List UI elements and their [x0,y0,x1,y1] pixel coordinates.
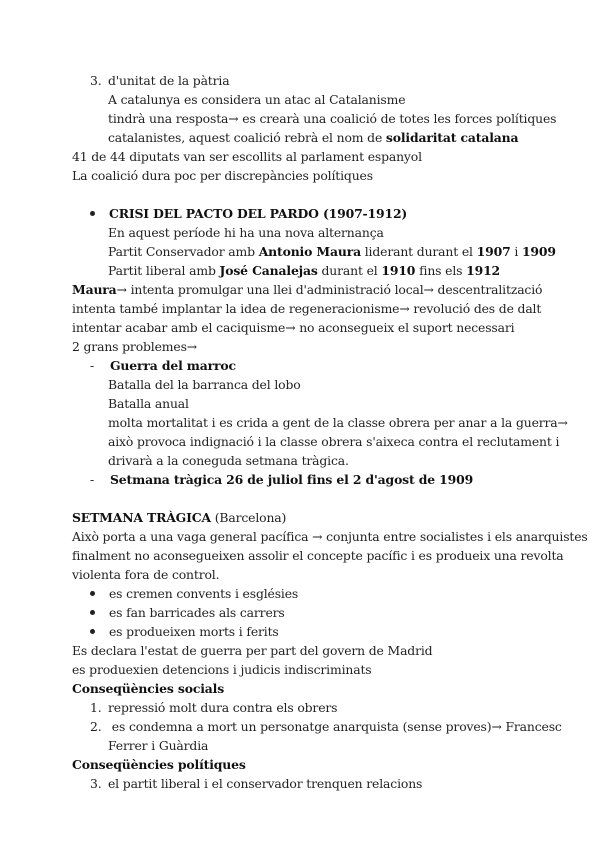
text-line [108,129,518,147]
text-span: i [510,244,522,259]
bold-term: Maura [72,282,117,297]
bullet-icon [90,591,95,596]
text-line: intentar acabar amb el caciquisme→ no aconsegueix el suport necessari [72,320,515,335]
text-line: En aquest període hi ha una nova alternança [108,225,384,240]
text-line: violenta fora de control. [72,567,220,582]
heading-text: Conseqüències socials [72,681,225,696]
bold-term: 1910 [381,263,416,278]
list-text: es cremen convents i esglésies [109,586,299,601]
list-item-3 [90,72,229,90]
text-line [108,262,500,280]
heading-text: CRISI DEL PACTO DEL PARDO (1907-1912) [109,206,408,221]
subheading-socials [72,680,224,698]
text-span: Partit liberal amb [108,263,220,278]
text-line [72,281,542,299]
list-item-1 [90,699,337,717]
list-text: es produeixen morts i ferits [109,624,279,639]
text-span: fins els [415,263,467,278]
text-line: drivarà a la coneguda setmana tràgica. [108,453,349,468]
list-number: 3. [90,73,102,88]
dash-marker: - [90,472,95,487]
list-number: 3. [90,776,102,791]
text-span: (Barcelona) [210,510,287,525]
heading-text: Setmana tràgica 26 de juliol fins el 2 d'agost de 1909 [110,472,474,487]
text-line: es produexien detencions i judicis indiscriminats [72,662,372,677]
list-text: es fan barricades als carrers [109,605,285,620]
bold-term: 1909 [521,244,556,259]
bullet-icon [90,211,95,216]
text-span: Partit Conservador amb [108,244,259,259]
text-line [108,243,556,261]
bullet-icon [90,610,95,615]
section-heading-setmana [72,509,286,527]
text-line: Batalla anual [108,396,189,411]
list-number: 1. [90,700,102,715]
text-line: finalment no aconsegueixen assolir el concepte pacífic i es produeix una revolta [72,548,564,563]
text-line: Es declara l'estat de guerra per part del govern de Madrid [72,643,433,658]
section-heading-crisi [90,205,407,223]
list-item [90,585,298,603]
text-line: això provoca indignació i la classe obrera s'aixeca contra el reclutament i [108,434,560,449]
text-span: durant el [317,263,382,278]
list-text: es condemna a mort un personatge anarquista (sense proves)→ Francesc [108,719,562,734]
heading-text: SETMANA TRÀGICA [72,510,211,525]
text-line: intenta també implantar la idea de regeneracionisme→ revolució des de dalt [72,301,542,316]
list-text: el partit liberal i el conservador trenquen relacions [108,776,423,791]
text-line: 41 de 44 diputats van ser escollits al parlament espanyol [72,149,422,164]
text-span: → intenta promulgar una llei d'administració local→ descentralització [116,282,543,297]
bold-term: 1912 [466,263,501,278]
heading-text: Guerra del marroc [110,358,236,373]
list-item-3 [90,775,422,793]
heading-text: Conseqüències polítiques [72,757,246,772]
section-heading-guerra [90,357,236,375]
bold-term: solidaritat catalana [385,130,519,145]
text-line: A catalunya es considera un atac al Catalanisme [108,92,406,107]
list-item-2 [90,718,562,736]
text-line: Batalla del la barranca del lobo [108,377,301,392]
list-item [90,604,285,622]
bold-term: 1907 [476,244,511,259]
text-line: molta mortalitat i es crida a gent de la classe obrera per anar a la guerra→ [108,415,568,430]
text-span: liderant durant el [360,244,477,259]
bullet-icon [90,629,95,634]
subheading-politiques [72,756,246,774]
text-line: 2 grans problemes→ [72,339,198,354]
text-line: tindrà una resposta→ es crearà una coalició de totes les forces polítiques [108,111,557,126]
list-item [90,623,279,641]
section-heading-setmana-dash [90,471,473,489]
list-number: 2. [90,719,102,734]
dash-marker: - [90,358,95,373]
text-line: Ferrer i Guàrdia [108,738,209,753]
list-text: d'unitat de la pàtria [108,73,230,88]
bold-term: José Canalejas [219,263,318,278]
list-text: repressió molt dura contra els obrers [108,700,338,715]
text-line: La coalició dura poc per discrepàncies polítiques [72,168,373,183]
text-span: catalanistes, aquest coalició rebrà el nom de [108,130,386,145]
bold-term: Antonio Maura [258,244,361,259]
text-line: Això porta a una vaga general pacífica → conjunta entre socialistes i els anarquistes [72,529,588,544]
